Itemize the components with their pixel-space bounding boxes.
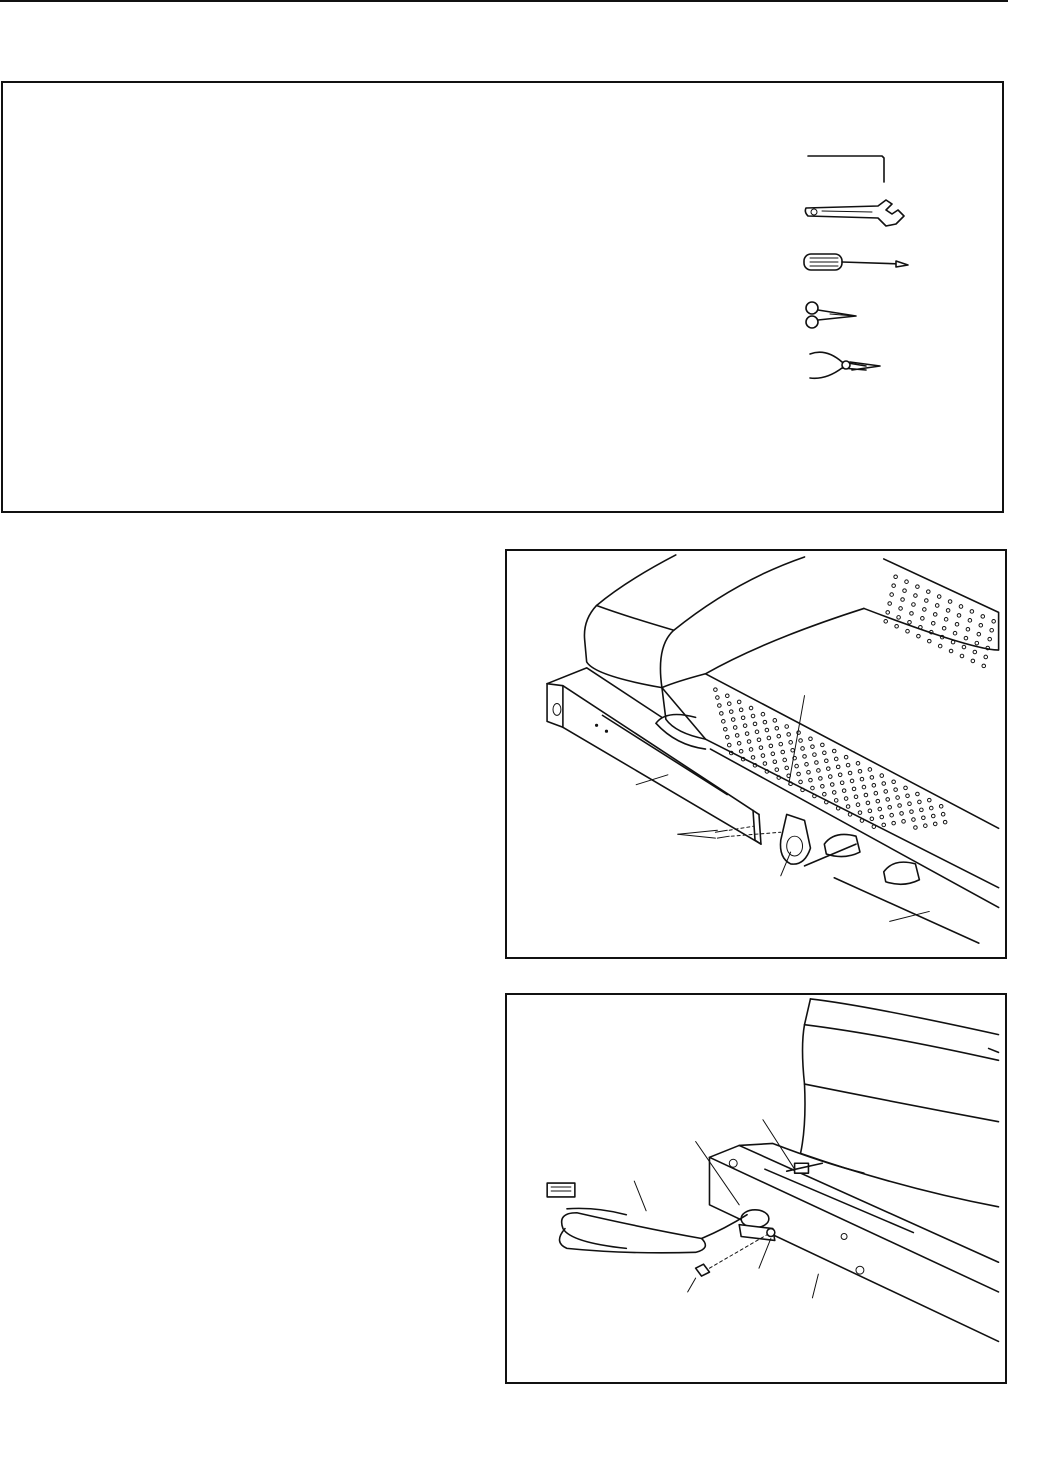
vent-hole [955,622,959,626]
vent-hole [959,605,963,609]
vent-hole [914,826,918,830]
vent-hole [901,598,905,602]
vent-hole [714,688,718,692]
vent-hole [968,619,972,623]
vent-hole [777,734,781,738]
vent-hole [846,763,850,767]
vent-hole [763,762,767,766]
vent-hole [882,782,886,786]
vent-hole [811,786,815,790]
vent-hole [962,645,966,649]
vent-hole [733,726,737,730]
vent-hole [882,823,886,827]
vent-hole [984,655,988,659]
vent-hole [795,764,799,768]
vent-hole [821,743,825,747]
vent-hole [718,704,722,708]
vent-hole [787,733,791,737]
vent-hole [880,774,884,778]
vent-hole [840,781,844,785]
vent-hole [933,822,937,826]
vent-hole [749,748,753,752]
vent-hole [735,734,739,738]
vent-hole [890,813,894,817]
vent-hole [862,785,866,789]
vent-hole [973,650,977,654]
vent-hole [830,783,834,787]
vent-hole [779,742,783,746]
vent-hole [912,603,916,607]
vent-hole [821,784,825,788]
figure-1 [505,549,1007,959]
vent-hole [775,768,779,772]
vent-hole [900,812,904,816]
vent-hole [903,589,907,593]
vent-hole [727,702,731,706]
vent-hole [864,793,868,797]
vent-hole [834,757,838,761]
vent-hole [722,720,726,724]
vent-hole [832,791,836,795]
vent-hole [970,610,974,614]
vent-hole [982,664,986,668]
vent-hole [797,772,801,776]
vent-hole [916,585,920,589]
vent-hole [941,812,945,816]
vent-hole [827,767,831,771]
vent-hole [975,641,979,645]
vent-hole [773,719,777,723]
vent-hole [846,805,850,809]
vent-hole [922,816,926,820]
vent-hole [927,590,931,594]
vent-hole [751,756,755,760]
vent-hole [828,775,832,779]
figure-1-vent-holes [714,575,996,829]
vent-hole [739,749,743,753]
vent-hole [902,820,906,824]
figure-2 [505,993,1007,1384]
vent-hole [729,710,733,714]
vent-hole [823,751,827,755]
vent-hole [888,805,892,809]
vent-hole [785,766,789,770]
vent-hole [724,727,728,731]
vent-hole [743,724,747,728]
pliers-icon [810,352,880,378]
vent-hole [755,730,759,734]
vent-hole [992,620,996,624]
vent-hole [868,768,872,772]
vent-hole [918,800,922,804]
vent-hole [803,755,807,759]
vent-hole [858,811,862,815]
vent-hole [929,806,933,810]
vent-hole [716,696,720,700]
vent-hole [823,792,827,796]
vent-hole [908,621,912,625]
vent-hole [937,595,941,599]
tools-illustration [800,148,920,388]
vent-hole [834,799,838,803]
vent-hole [870,776,874,780]
vent-hole [838,773,842,777]
vent-hole [775,726,779,730]
screwdriver-icon [804,254,908,270]
vent-hole [783,758,787,762]
vent-hole [904,786,908,790]
vent-hole [925,599,929,603]
vent-hole [856,803,860,807]
vent-hole [895,624,899,628]
hex-key-icon [808,156,884,182]
vent-hole [809,778,813,782]
vent-hole [935,604,939,608]
vent-hole [939,805,943,809]
vent-hole [769,744,773,748]
vent-hole [981,615,985,619]
vent-hole [771,752,775,756]
vent-hole [884,790,888,794]
vent-hole [892,821,896,825]
vent-hole [761,754,765,758]
vent-hole [872,784,876,788]
vent-hole [781,750,785,754]
vent-hole [892,780,896,784]
vent-hole [966,627,970,631]
vent-hole [917,634,921,638]
vent-hole [805,763,809,767]
vent-hole [953,631,957,635]
vent-hole [842,789,846,793]
vent-hole [759,746,763,750]
vent-hole [912,818,916,822]
vent-hole [731,718,735,722]
vent-hole [908,802,912,806]
vent-hole [880,815,884,819]
vent-hole [960,654,964,658]
vent-hole [858,769,862,773]
vent-hole [888,602,892,606]
vent-hole [876,799,880,803]
vent-hole [990,628,994,632]
vent-hole [948,600,952,604]
vent-hole [763,720,767,724]
vent-hole [844,755,848,759]
vent-hole [906,629,910,633]
vent-hole [944,618,948,622]
vent-hole [910,810,914,814]
vent-hole [890,593,894,597]
vent-hole [836,765,840,769]
vent-hole [933,613,937,617]
vent-hole [799,780,803,784]
vent-hole [815,761,819,765]
vent-hole [856,762,860,766]
vent-hole [899,607,903,611]
vent-hole [753,722,757,726]
vent-hole [979,623,983,627]
vent-hole [894,575,898,579]
vent-hole [897,616,901,620]
vent-hole [931,622,935,626]
vent-hole [894,788,898,792]
figure-1-drawing [507,551,1005,957]
vent-hole [898,804,902,808]
vent-hole [757,738,761,742]
vent-hole [811,745,815,749]
vent-hole [813,753,817,757]
vent-hole [747,740,751,744]
vent-hole [854,795,858,799]
vent-hole [931,814,935,818]
vent-hole [943,820,947,824]
vent-hole [884,620,888,624]
vent-hole [844,797,848,801]
vent-hole [832,749,836,753]
vent-hole [977,632,981,636]
vent-hole [964,636,968,640]
vent-hole [773,760,777,764]
adjustable-wrench-icon [805,200,904,226]
vent-hole [870,817,874,821]
top-rule [0,0,1008,2]
vent-hole [928,639,932,643]
vent-hole [761,712,765,716]
vent-hole [946,609,950,613]
vent-hole [910,612,914,616]
vent-hole [726,735,730,739]
vent-hole [860,777,864,781]
vent-hole [920,808,924,812]
vent-hole [971,659,975,663]
vent-hole [852,787,856,791]
vent-hole [809,737,813,741]
vent-hole [799,739,803,743]
vent-hole [807,770,811,774]
vent-hole [848,771,852,775]
vent-hole [726,694,730,698]
vent-hole [921,617,925,621]
vent-hole [868,809,872,813]
vent-hole [924,824,928,828]
vent-hole [785,725,789,729]
vent-hole [949,649,953,653]
vent-hole [951,640,955,644]
vent-hole [745,732,749,736]
scissors-icon [806,302,856,328]
vent-hole [817,769,821,773]
vent-hole [737,742,741,746]
vent-hole [850,779,854,783]
vent-hole [914,594,918,598]
vent-hole [988,637,992,641]
vent-hole [942,626,946,630]
vent-hole [886,798,890,802]
vent-hole [866,801,870,805]
vent-hole [825,759,829,763]
figure-2-drawing [507,995,1005,1382]
vent-hole [916,792,920,796]
vent-hole [749,706,753,710]
vent-hole [767,736,771,740]
vent-hole [878,807,882,811]
vent-hole [720,712,724,716]
vent-hole [957,614,961,618]
vent-hole [896,796,900,800]
vent-hole [789,741,793,745]
vent-hole [886,611,890,615]
vent-hole [923,608,927,612]
vent-hole [765,728,769,732]
vent-hole [741,716,745,720]
vent-hole [874,791,878,795]
vent-hole [801,747,805,751]
vent-hole [727,743,731,747]
vent-hole [892,584,896,588]
vent-hole [938,644,942,648]
vent-hole [739,708,743,712]
vent-hole [928,798,932,802]
vent-hole [819,777,823,781]
vent-hole [791,748,795,752]
vent-hole [905,580,909,584]
vent-hole [737,700,741,704]
vent-hole [906,794,910,798]
vent-hole [751,714,755,718]
